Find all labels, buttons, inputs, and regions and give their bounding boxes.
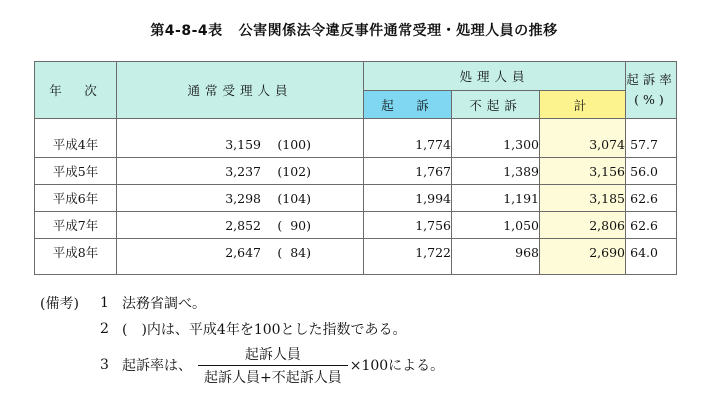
notes-label: (備考) xyxy=(40,296,79,312)
note-text: ( )内は、平成4年を100とした指数である。 xyxy=(122,322,407,338)
cell-prosecuted: 1,722 xyxy=(364,239,452,275)
cell-not-prosecuted: 1,389 xyxy=(452,158,540,185)
cell-total: 2,806 xyxy=(540,212,626,239)
table-row xyxy=(35,212,677,239)
header-total: 計 xyxy=(540,91,626,119)
cell-received-index: ( 84) xyxy=(277,244,311,260)
table-title xyxy=(0,20,708,40)
note-item xyxy=(40,316,444,342)
cell-received-index: (104) xyxy=(277,190,311,206)
table-row xyxy=(35,239,677,275)
notes-section xyxy=(40,290,444,388)
header-rate xyxy=(626,62,677,119)
cell-received-index: (102) xyxy=(277,163,311,179)
header-not-prosecuted: 不起訴 xyxy=(452,91,540,119)
cell-received xyxy=(117,119,364,158)
cell-received xyxy=(117,158,364,185)
cell-rate: 56.0 xyxy=(626,158,677,185)
cell-total: 2,690 xyxy=(540,239,626,275)
table-number: 第4-8-4表 xyxy=(150,23,223,39)
cell-received xyxy=(117,212,364,239)
cell-received-index: (100) xyxy=(277,136,311,152)
cell-year: 平成7年 xyxy=(35,212,117,239)
cell-rate: 62.6 xyxy=(626,212,677,239)
note-prefix: 起訴率は、 xyxy=(122,358,192,374)
cell-prosecuted: 1,774 xyxy=(364,119,452,158)
table-row xyxy=(35,158,677,185)
cell-not-prosecuted: 968 xyxy=(452,239,540,275)
note-text: 法務省調べ。 xyxy=(122,296,206,312)
data-table xyxy=(34,61,677,275)
cell-received-count: 3,159 xyxy=(225,136,261,152)
note-item xyxy=(40,290,444,316)
header-year: 年 次 xyxy=(35,62,117,119)
note-item xyxy=(40,342,444,388)
cell-year: 平成8年 xyxy=(35,239,117,275)
note-number: 3 xyxy=(100,357,109,373)
cell-total: 3,156 xyxy=(540,158,626,185)
cell-received-count: 2,647 xyxy=(225,244,261,260)
header-prosecuted: 起 訴 xyxy=(364,91,452,119)
table-body xyxy=(35,119,677,275)
cell-received xyxy=(117,185,364,212)
formula-numerator: 起訴人員 xyxy=(244,346,301,363)
table-header xyxy=(35,62,677,119)
table-row xyxy=(35,119,677,158)
cell-not-prosecuted: 1,050 xyxy=(452,212,540,239)
cell-year: 平成4年 xyxy=(35,119,117,158)
cell-not-prosecuted: 1,191 xyxy=(452,185,540,212)
cell-rate: 64.0 xyxy=(626,239,677,275)
note-number: 2 xyxy=(100,321,109,337)
formula-denominator: 起訴人員+不起訴人員 xyxy=(204,369,342,386)
cell-total: 3,185 xyxy=(540,185,626,212)
cell-rate: 62.6 xyxy=(626,185,677,212)
note-suffix: ×100による。 xyxy=(349,358,445,374)
cell-prosecuted: 1,756 xyxy=(364,212,452,239)
cell-prosecuted: 1,767 xyxy=(364,158,452,185)
table-row xyxy=(35,185,677,212)
cell-year: 平成6年 xyxy=(35,185,117,212)
cell-received xyxy=(117,239,364,275)
header-processed: 処理人員 xyxy=(364,62,626,91)
header-received: 通常受理人員 xyxy=(117,62,364,119)
cell-rate: 57.7 xyxy=(626,119,677,158)
header-rate-line2: (%) xyxy=(634,92,668,107)
cell-received-count: 2,852 xyxy=(225,217,261,233)
cell-year: 平成5年 xyxy=(35,158,117,185)
table-title-text: 公害関係法令違反事件通常受理・処理人員の推移 xyxy=(238,23,558,39)
cell-total: 3,074 xyxy=(540,119,626,158)
header-rate-line1: 起訴率 xyxy=(626,72,676,87)
cell-received-count: 3,298 xyxy=(225,190,261,206)
cell-received-index: ( 90) xyxy=(277,217,311,233)
rate-formula-fraction xyxy=(198,344,348,387)
note-number: 1 xyxy=(100,295,109,311)
cell-prosecuted: 1,994 xyxy=(364,185,452,212)
cell-not-prosecuted: 1,300 xyxy=(452,119,540,158)
cell-received-count: 3,237 xyxy=(225,163,261,179)
